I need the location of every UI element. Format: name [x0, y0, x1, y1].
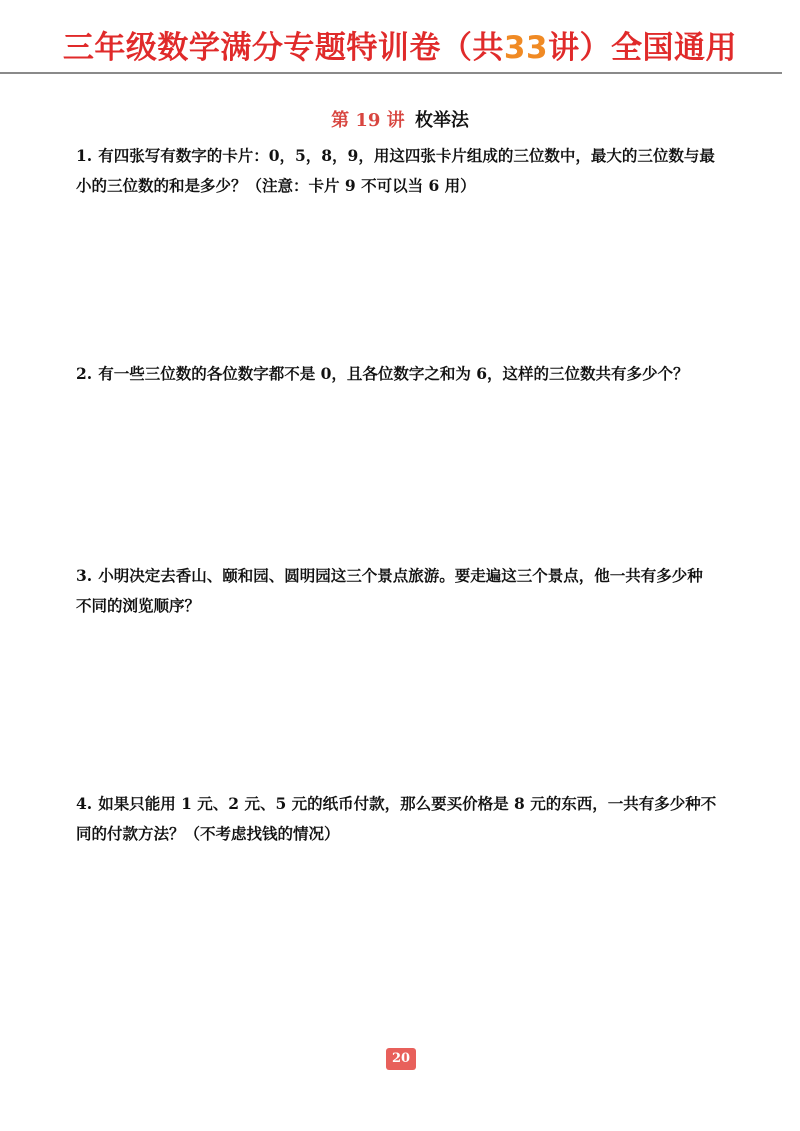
header-title-part1: 三年级数学满分专题特训卷（共	[62, 30, 504, 66]
question-3	[76, 561, 736, 621]
question-3-text-1: 小明决定去香山、颐和园、圆明园这三个景点旅游。要走遍这三个景点，他一共有多少种	[98, 566, 703, 585]
question-3-line-1	[76, 561, 736, 591]
question-4-text-1: 如果只能用 1 元、2 元、5 元的纸币付款，那么要买价格是 8 元的东西，一共有多少种不	[98, 794, 717, 813]
question-4-line-1	[76, 789, 736, 819]
lesson-title	[0, 106, 800, 132]
question-1-line-2: 小的三位数的和是多少？（注意：卡片 9 不可以当 6 用）	[76, 176, 476, 195]
question-2	[76, 359, 736, 389]
question-4-line-2: 同的付款方法？（不考虑找钱的情况）	[76, 824, 340, 843]
header-title	[0, 22, 800, 67]
lesson-name: 枚举法	[414, 110, 469, 131]
question-4-number: 4.	[76, 794, 93, 813]
lesson-number: 第 19 讲	[331, 110, 405, 131]
question-4	[76, 789, 736, 849]
page-number-badge: 20	[386, 1048, 416, 1070]
question-2-number: 2.	[76, 364, 93, 383]
question-1-line-1	[76, 141, 736, 171]
question-1-text-1: 有四张写有数字的卡片：0，5，8，9，用这四张卡片组成的三位数中，最大的三位数与最	[98, 146, 715, 165]
question-1	[76, 141, 736, 201]
header-divider	[0, 72, 782, 74]
question-3-line-2: 不同的浏览顺序？	[76, 596, 201, 615]
question-2-text-1: 有一些三位数的各位数字都不是 0，且各位数字之和为 6，这样的三位数共有多少个？	[98, 364, 689, 383]
header-title-part2: 讲）全国通用	[548, 30, 738, 66]
header-title-count: 33	[503, 30, 549, 66]
question-1-number: 1.	[76, 146, 93, 165]
question-3-number: 3.	[76, 566, 93, 585]
question-2-line-1	[76, 359, 736, 389]
